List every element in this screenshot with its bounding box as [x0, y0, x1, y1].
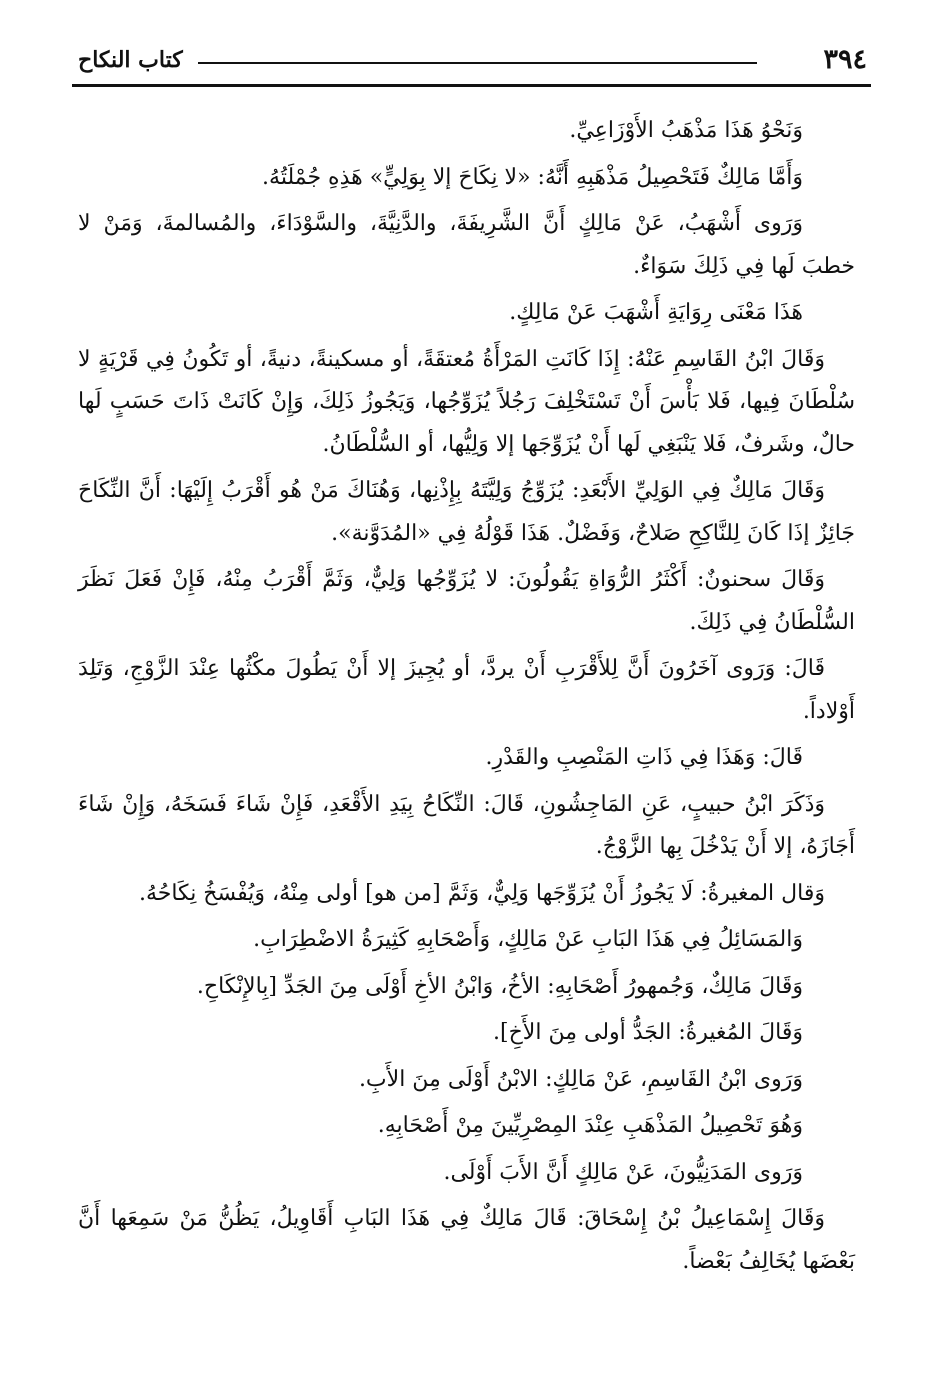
paragraph-12: وَالمَسَائِلُ فِي هَذَا البَابِ عَنْ مَالِكٍ، وَأَصْحَابِهِ كَثِيرَةُ الاضْطِرَابِ. — [253, 927, 803, 952]
header-rule — [72, 84, 871, 87]
paragraph-4: هَذَا مَعْنَى رِوَايَةِ أَشْهَبَ عَنْ مَالِكٍ. — [509, 300, 803, 325]
body-text — [78, 110, 855, 1287]
paragraph-7: وَقَالَ سحنونٌ: أَكْثَرُ الرُّوَاةِ يَقُولُونَ: لا يُزَوِّجُها وَلِيٌّ، وَثَمَّ أَقْرَبُ مِنْهُ، فَإِنْ فَعَلَ نَظَرَ السُّلْطَانُ فِي ذَلِكَ. — [78, 567, 855, 635]
paragraph-8: قَالَ: وَرَوى آخَرُونَ أَنَّ لِلأَقْرَبِ أَنْ يردَّ، أو يُجِيزَ إلا أَنْ يَطُولَ مكْثُها عِنْدَ الزَّوْجِ، وَتَلِدَ أَوْلاداً. — [78, 656, 855, 724]
paragraph-5: وَقَالَ ابْنُ القَاسِمِ عَنْهُ: إِذَا كَانَتِ المَرْأَةُ مُعتقَةً، أو مسكينةً، دنيةً، أو تَكُونُ فِي قَرْيَةٍ لا سُلْطَانَ فِيها، فَلا بَأْسَ أَنْ تَسْتَخْلِفَ رَجُلاً يُزَوِّجُها، وَيَجُوزُ ذَلِكَ، وَإِنْ كَانَتْ ذَاتَ حَسَبٍ لَها حالٌ، وشَرفٌ، فَلا يَنْبَغِي لَها أَنْ يُزَوِّجَها إلا وَلِيُّها، أو السُّلْطَانُ. — [78, 346, 856, 457]
paragraph-14: وَقَالَ المُغيرةُ: الجَدُّ أولى مِنَ الأَخِ]. — [493, 1020, 803, 1045]
paragraph-2: وَأَمَّا مَالِكٌ فَتَحْصِيلُ مَذْهَبِهِ أَنَّهُ: «لا نِكَاحَ إلا بِوَلِيٍّ» هَذِهِ جُمْلَتُهُ. — [262, 164, 803, 190]
header-title-line — [198, 62, 757, 64]
paragraph-3: وَرَوى أَشْهَبُ، عَنْ مَالِكٍ أَنَّ الشَّرِيفَةَ، والدَّنِيَّةَ، والسَّوْدَاءَ، والمُسالمةَ، وَمَنْ لا خطبَ لَها فِي ذَلِكَ سَوَاءٌ. — [78, 211, 855, 279]
paragraph-9: قَالَ: وَهَذَا فِي ذَاتِ المَنْصِبِ والقَدْرِ. — [485, 745, 803, 770]
paragraph-6: وَقَالَ مَالِكٌ فِي الوَلِيِّ الأَبْعَدِ: يُزَوِّجُ وَلِيَّتَهُ بِإِذْنِها، وَهُنَاكَ مَنْ هُو أَقْرَبُ إِلَيْهَا: أَنَّ النِّكَاحَ جَائِزٌ إذَا كَانَ لِلنَّاكِحِ صَلاحٌ، وَفَضْلٌ. هَذَا قَوْلُهُ فِي «المُدَوَّنة». — [78, 478, 855, 546]
page-number: ٣٩٤ — [823, 44, 867, 75]
running-title: كتاب النكاح — [78, 47, 183, 73]
page-header — [78, 40, 867, 86]
paragraph-10: وَذَكَرَ ابْنُ حبيبٍ، عَنِ المَاجِشُونِ، قَالَ: النِّكَاحُ بِيَدِ الأَقْعَدِ، فَإِنْ شَاءَ فَسَخَهُ، وَإِنْ شَاءَ أَجَازَهُ، إلا أَنْ يَدْخُلَ بِها الزَّوْجُ. — [78, 791, 855, 859]
paragraph-13: وَقَالَ مَالِكٌ، وَجُمهورُ أَصْحَابِهِ: الأخُ، وَابْنُ الأخِ أَوْلَى مِنَ الجَدِّ [بِالإِنْكَاحِ. — [196, 973, 803, 999]
paragraph-11: وَقال المغيرةُ: لَا يَجُوزُ أَنْ يُزَوِّجَها وَلِيٌّ، وَثَمَّ [من هو] أولى مِنْهُ، وَيُفْسَخُ نِكَاحُهُ. — [138, 880, 825, 906]
paragraph-16: وَهُوَ تَحْصِيلُ المَذْهَبِ عِنْدَ المِصْرِيِّينَ مِنْ أَصْحَابِهِ. — [377, 1113, 803, 1138]
paragraph-17: وَرَوى المَدَنِيُّونَ، عَنْ مَالِكٍ أَنَّ الأَبَ أَوْلَى. — [443, 1159, 803, 1185]
paragraph-1: وَنَحْوُ هَذَا مَذْهَبُ الأَوْزَاعِيِّ. — [569, 118, 803, 143]
paragraph-18: وَقَالَ إِسْمَاعِيلُ بْنُ إِسْحَاقَ: قَالَ مَالِكٌ فِي هَذَا البَابِ أَقَاوِيلُ، يَظُنُّ مَنْ سَمِعَها أَنَّ بَعْضَها يُخَالِفُ بَعْضاً. — [78, 1206, 855, 1274]
paragraph-15: وَرَوى ابْنُ القَاسِمِ، عَنْ مَالِكٍ: الابْنُ أَوْلَى مِنَ الأَبِ. — [358, 1066, 803, 1092]
